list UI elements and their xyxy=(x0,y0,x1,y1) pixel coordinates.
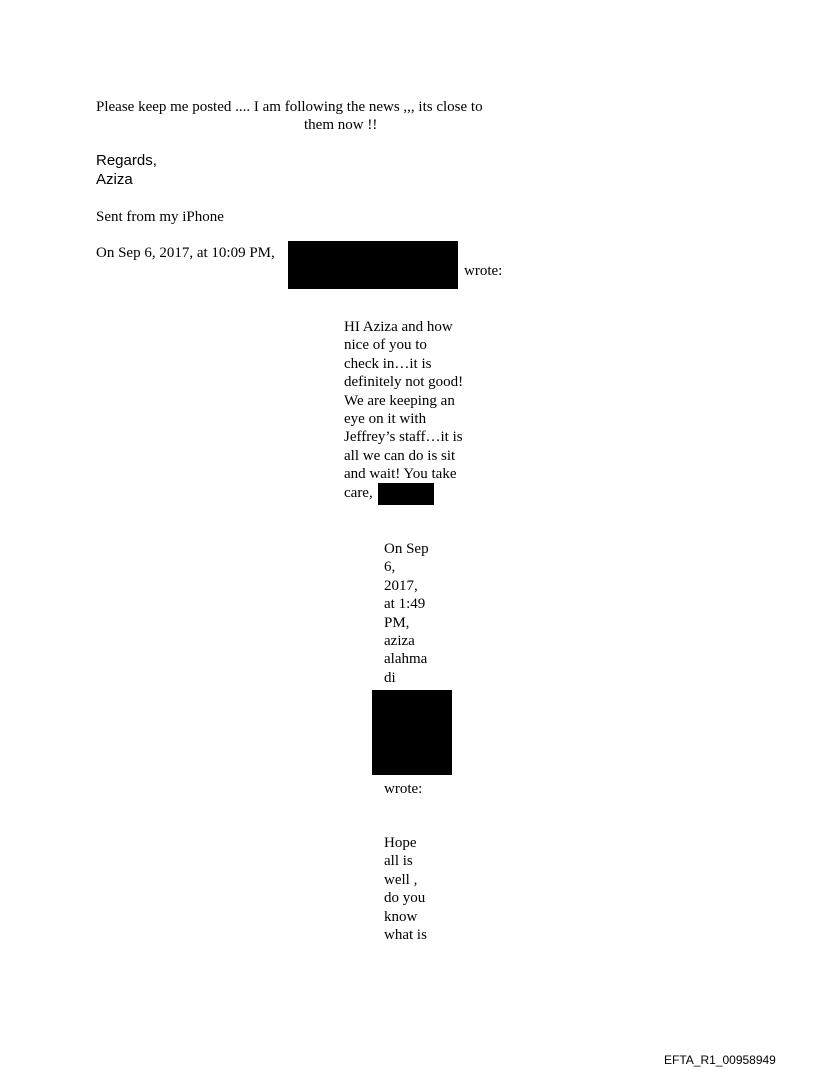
original-line: well , xyxy=(384,871,418,888)
message-line-2: them now !! xyxy=(304,117,378,133)
reply-1-line: and wait! You take xyxy=(344,466,457,483)
quote-header-2-line: alahma xyxy=(384,651,428,668)
quote-header-2-line: aziza xyxy=(384,633,415,650)
original-line: what is xyxy=(384,927,427,944)
reply-1-line: care, xyxy=(344,484,373,501)
quote-header-1-suffix: wrote: xyxy=(464,263,503,279)
original-line: Hope xyxy=(384,835,417,851)
reply-1-line: eye on it with xyxy=(344,411,427,428)
message-line-1: Please keep me posted .... I am following the news ,,, its close to xyxy=(96,99,483,115)
reply-1-line: HI Aziza and how xyxy=(344,319,453,335)
quote-header-2-line: 6, xyxy=(384,559,396,576)
quote-header-2-line: PM, xyxy=(384,614,410,631)
reply-1-line: definitely not good! xyxy=(344,374,464,391)
sent-from-line: Sent from my iPhone xyxy=(96,209,224,225)
original-line: know xyxy=(384,908,418,925)
original-line: all is xyxy=(384,853,413,870)
quote-header-2-line: 2017, xyxy=(384,577,418,594)
reply-1-line: nice of you to xyxy=(344,337,427,354)
document-id: EFTA_R1_00958949 xyxy=(664,1053,776,1067)
reply-1-line: Jeffrey’s staff…it is xyxy=(344,429,463,446)
reply-1-body xyxy=(344,318,463,502)
signature-regards: Regards, xyxy=(96,152,157,169)
quote-header-1-prefix: On Sep 6, 2017, at 10:09 PM, xyxy=(96,245,275,261)
quote-header-2-suffix: wrote: xyxy=(384,781,423,797)
reply-1-line: We are keeping an xyxy=(344,392,455,409)
reply-1-line: all we can do is sit xyxy=(344,447,456,464)
quote-header-2-line: On Sep xyxy=(384,541,429,557)
redaction-sender-2 xyxy=(372,690,452,775)
redaction-sender-1 xyxy=(288,241,458,289)
quote-header-2-line: di xyxy=(384,669,396,686)
signature-name: Aziza xyxy=(96,171,133,188)
redaction-signoff xyxy=(378,483,434,505)
reply-1-line: check in…it is xyxy=(344,355,432,372)
quote-header-2-line: at 1:49 xyxy=(384,596,426,613)
original-line: do you xyxy=(384,890,426,907)
quote-header-2 xyxy=(384,540,429,687)
original-message-body xyxy=(384,834,427,944)
